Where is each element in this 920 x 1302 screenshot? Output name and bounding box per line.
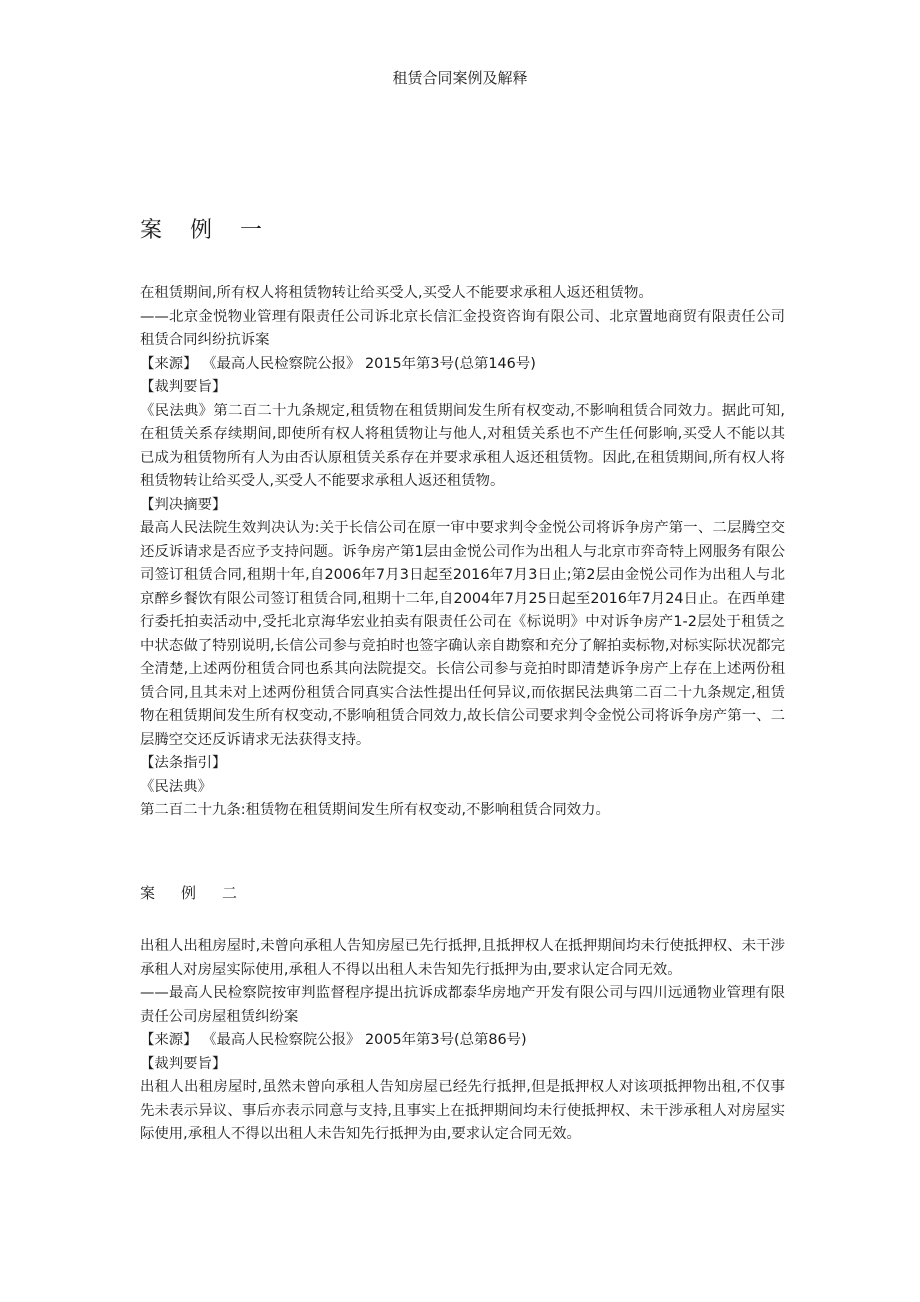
- case-two-gist-label: 【裁判要旨】: [140, 1055, 227, 1072]
- case-two-heading: 案例二: [140, 884, 264, 902]
- case-one-body: [140, 282, 785, 823]
- case-two-source: 【来源】 《最高人民检察院公报》 2005年第3号(总第86号): [140, 1032, 527, 1048]
- case-one-law-label: 【法条指引】: [140, 755, 227, 771]
- case-one-heading: 案例一: [140, 218, 291, 243]
- case-two-body: [140, 935, 785, 1147]
- case-two-gist-text: 出租人出租房屋时,虽然未曾向承租人告知房屋已经先行抵押,但是抵押权人对该项抵押物出租,不仅事先未表示异议、事后亦表示同意与支持,且事实上在抵押期间均未行使抵押权、未干涉承租人对房屋实际使用,承租人不得以出租人未告知先行抵押为由,要求认定合同无效。: [140, 1079, 785, 1142]
- case-one-source: 【来源】 《最高人民检察院公报》 2015年第3号(总第146号): [140, 355, 536, 372]
- case-one-judgment-text: 最高人民法院生效判决认为:关于长信公司在原一审中要求判令金悦公司将诉争房产第一、二层腾空交还反诉请求是否应予支持问题。诉争房产第1层由金悦公司作为出租人与北京市弈奇特上网服务有限公司签订租赁合同,租期十年,自2006年7月3日起至2016年7月3日止;第2层由金悦公司作为出租人与北京醉乡餐饮有限公司签订租赁合同,租期十二年,自2004年7月25日起至2016年7月24日止。在西单建行委托拍卖活动中,受托北京海华宏业拍卖有限责任公司在《标说明》中对诉争房产1-2层处于租赁之中状态做了特别说明,长信公司参与竞拍时也签字确认亲自勘察和充分了解拍卖标物,对标实际状况都完全清楚,上述两份租赁合同也系其向法院提交。长信公司参与竞拍时即清楚诉争房产上存在上述两份租赁合同,且其未对上述两份租赁合同真实合法性提出任何异议,而依据民法典第二百二十九条规定,租赁物在租赁期间发生所有权变动,不影响租赁合同效力,故长信公司要求判令金悦公司将诉争房产第一、二层腾空交还反诉请求无法获得支持。: [140, 520, 785, 748]
- document-title: 租赁合同案例及解释: [392, 69, 528, 87]
- case-one-gist-text: 《民法典》第二百二十九条规定,租赁物在租赁期间发生所有权变动,不影响租赁合同效力。据此可知,在租赁关系存续期间,即使所有权人将租赁物让与他人,对租赁关系也不产生任何影响,买受人不能以其已成为租赁物所有人为由否认原租赁关系存在并要求承租人返还租赁物。因此,在租赁期间,所有权人将租赁物转让给买受人,买受人不能要求承租人返还租赁物。: [140, 402, 785, 489]
- case-one-case-name: ——北京金悦物业管理有限责任公司诉北京长信汇金投资咨询有限公司、北京置地商贸有限责任公司租赁合同纠纷抗诉案: [140, 308, 785, 348]
- case-one-summary: 在租赁期间,所有权人将租赁物转让给买受人,买受人不能要求承租人返还租赁物。: [140, 285, 653, 301]
- case-two-summary: 出租人出租房屋时,未曾向承租人告知房屋已先行抵押,且抵押权人在抵押期间均未行使抵押权、未干涉承租人对房屋实际使用,承租人不得以出租人未告知先行抵押为由,要求认定合同无效。: [140, 938, 785, 978]
- case-one-law-article: 第二百二十九条:租赁物在租赁期间发生所有权变动,不影响租赁合同效力。: [140, 802, 610, 818]
- case-two-case-name: ——最高人民检察院按审判监督程序提出抗诉成都泰华房地产开发有限公司与四川远通物业管理有限责任公司房屋租赁纠纷案: [140, 985, 785, 1025]
- case-one-gist-label: 【裁判要旨】: [140, 379, 227, 395]
- case-one-judgment-label: 【判决摘要】: [140, 496, 227, 513]
- case-one-law-code: 《民法典》: [140, 778, 212, 795]
